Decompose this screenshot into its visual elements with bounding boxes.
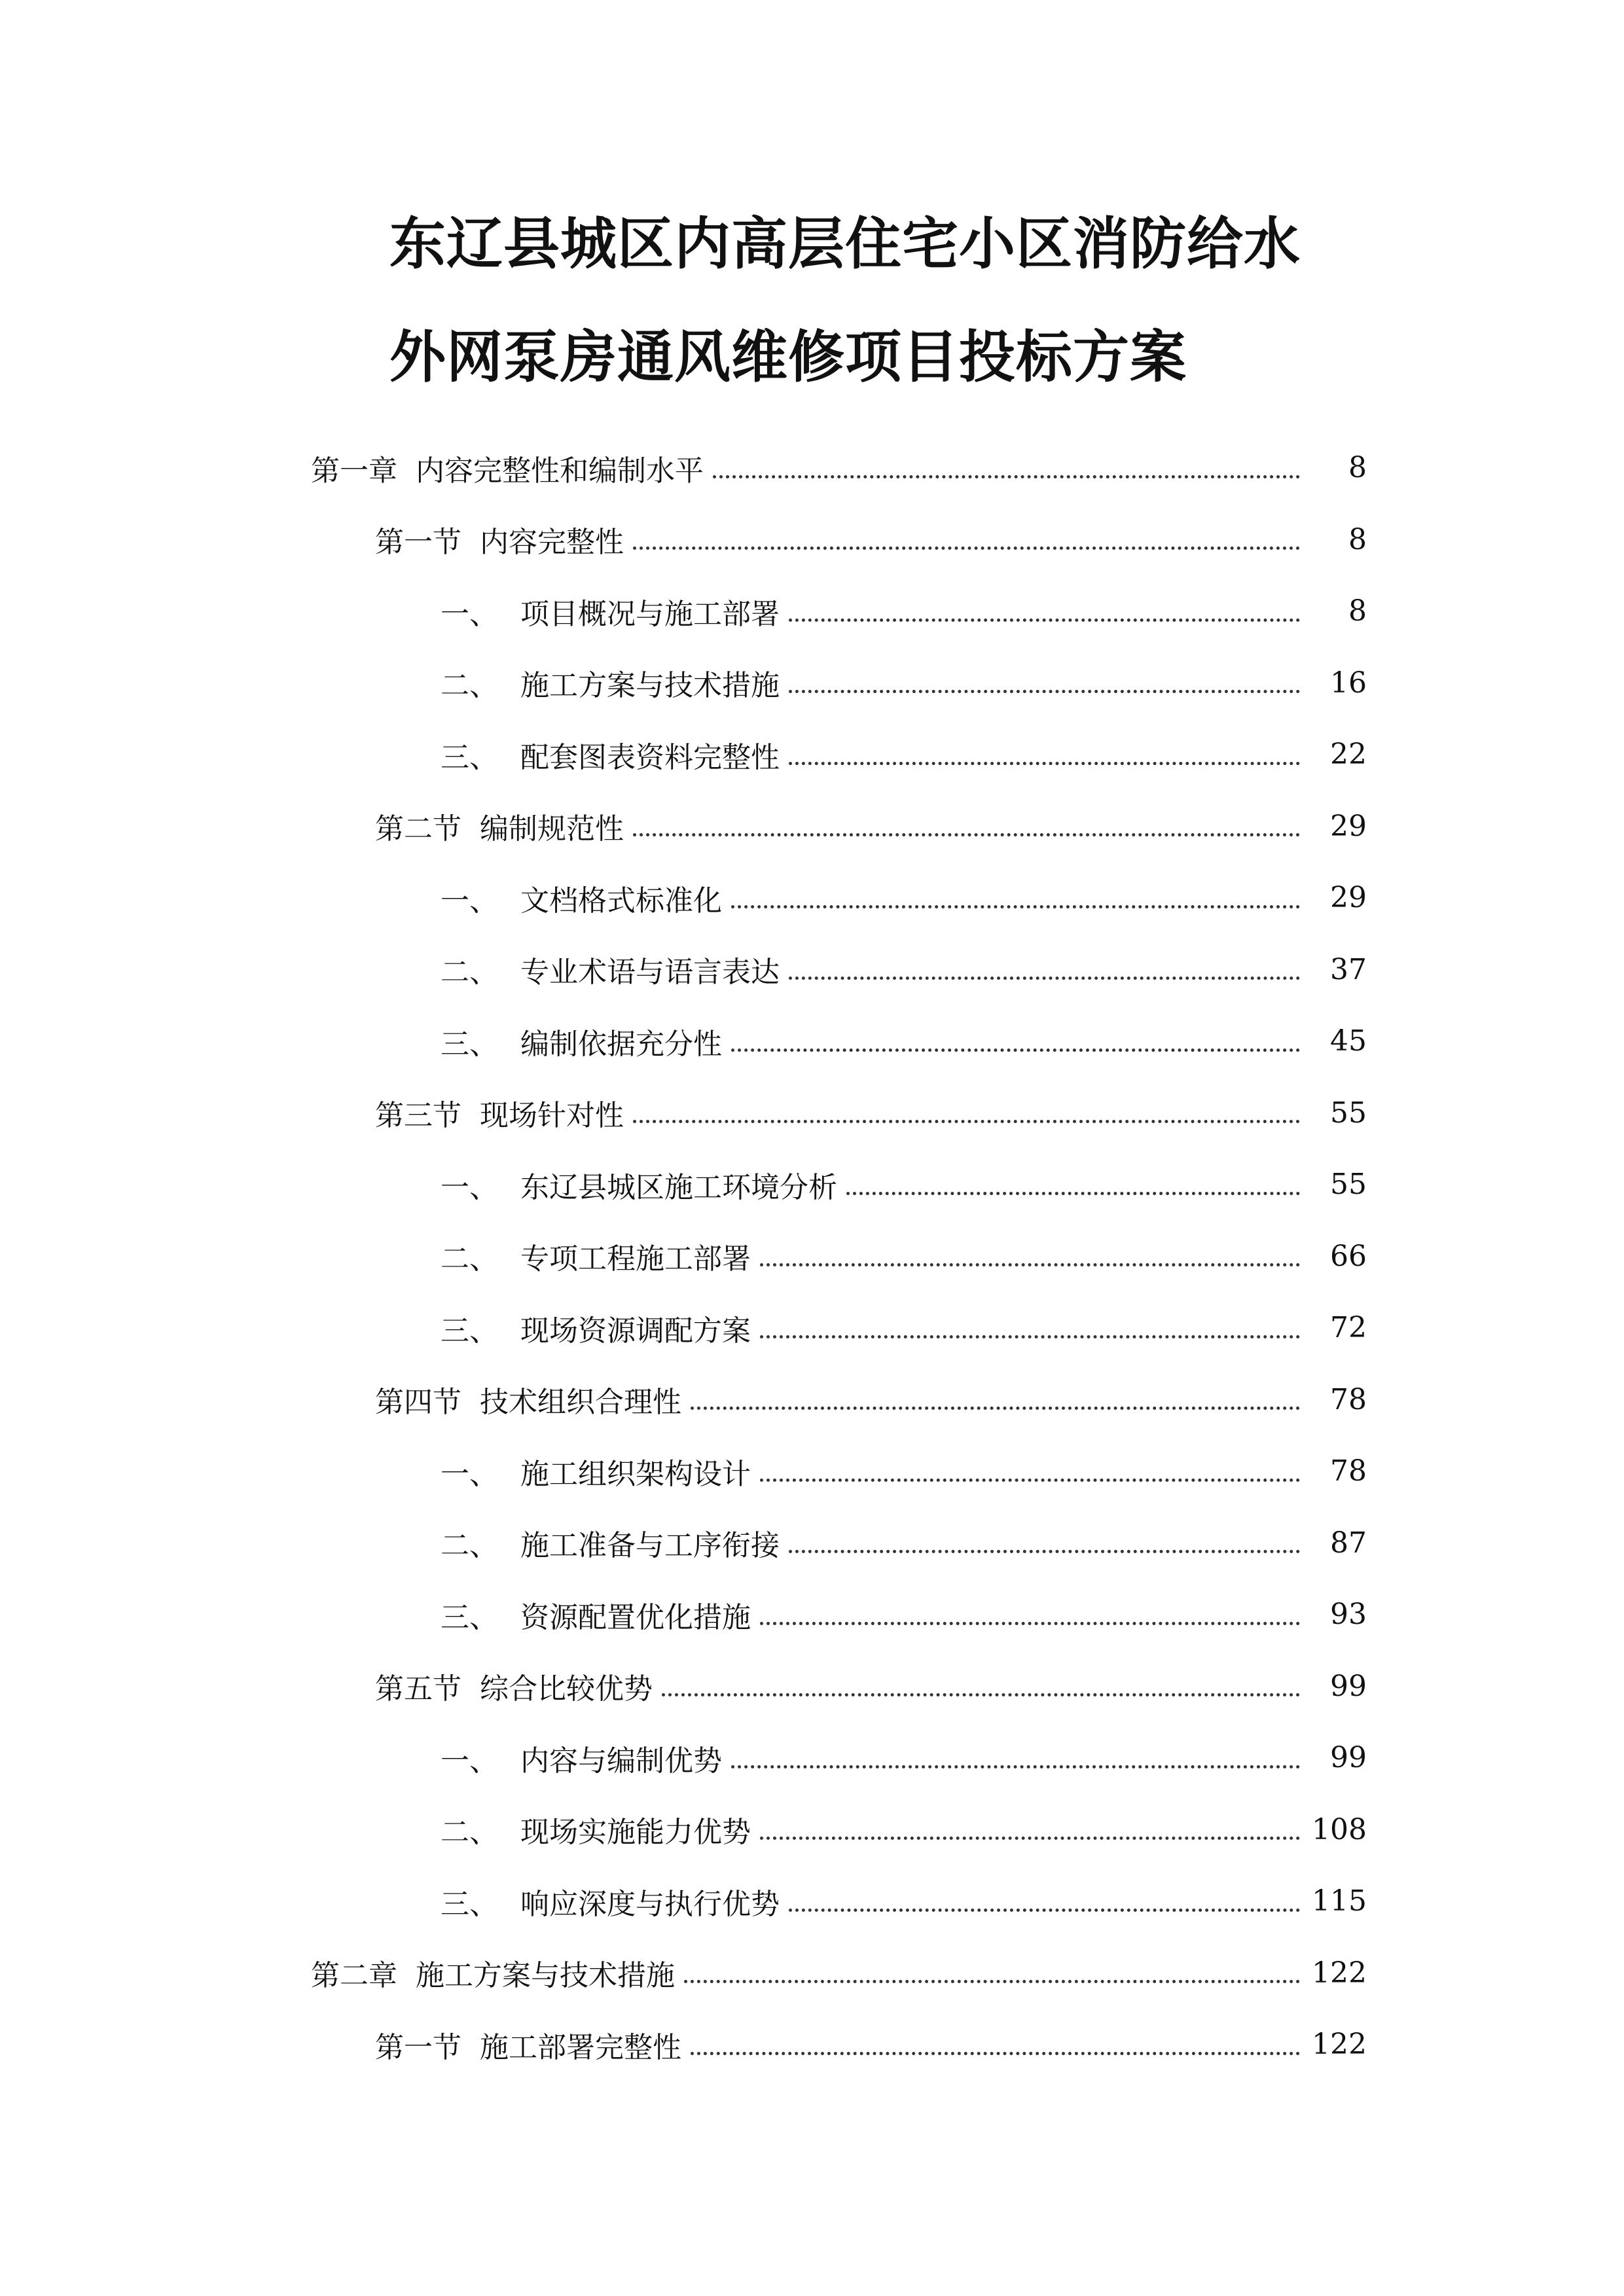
toc-entry[interactable] bbox=[0, 1364, 1624, 1436]
document-title-line-2: 外网泵房通风维修项目投标方案 bbox=[389, 325, 1187, 390]
toc-entry-page-number: 122 bbox=[1312, 2028, 1367, 2062]
toc-entry-number: 第一章 bbox=[311, 454, 397, 488]
toc-entry-page-number: 16 bbox=[1330, 666, 1367, 700]
toc-entry-page-number: 108 bbox=[1312, 1812, 1367, 1846]
toc-entry-label: 文档格式标准化 bbox=[520, 884, 722, 918]
toc-entry-page-number: 29 bbox=[1330, 881, 1367, 915]
toc-dot-leader bbox=[633, 525, 1300, 554]
toc-entry-page-number: 99 bbox=[1330, 1741, 1367, 1775]
toc-entry-number: 第一节 bbox=[375, 526, 461, 560]
toc-entry-page-number: 55 bbox=[1330, 1168, 1367, 1202]
toc-entry-page-number: 29 bbox=[1330, 809, 1367, 843]
toc-entry-label: 编制规范性 bbox=[480, 812, 624, 846]
toc-dot-leader bbox=[731, 884, 1300, 912]
toc-entry-label: 施工方案与技术措施 bbox=[520, 669, 780, 703]
toc-entry[interactable] bbox=[0, 647, 1624, 719]
toc-entry-number: 第二章 bbox=[311, 1959, 397, 1993]
toc-entry[interactable] bbox=[0, 2009, 1624, 2081]
toc-entry[interactable] bbox=[0, 1579, 1624, 1651]
toc-entry-number: 第四节 bbox=[375, 1386, 461, 1420]
toc-entry-page-number: 8 bbox=[1348, 451, 1367, 485]
toc-entry-number: 一、 bbox=[441, 1744, 498, 1778]
toc-entry-label: 现场实施能力优势 bbox=[520, 1816, 751, 1850]
toc-entry-number: 第一节 bbox=[375, 2030, 461, 2064]
toc-dot-leader bbox=[789, 1887, 1300, 1916]
toc-entry-number: 三、 bbox=[441, 1027, 498, 1061]
toc-entry[interactable] bbox=[0, 432, 1624, 504]
toc-dot-leader bbox=[760, 1815, 1300, 1844]
toc-entry[interactable] bbox=[0, 504, 1624, 576]
toc-entry-number: 二、 bbox=[441, 1529, 498, 1563]
toc-entry-number: 三、 bbox=[441, 1314, 498, 1348]
toc-entry[interactable] bbox=[0, 1507, 1624, 1579]
toc-entry-page-number: 115 bbox=[1312, 1884, 1367, 1918]
toc-entry-page-number: 93 bbox=[1330, 1598, 1367, 1632]
toc-entry-page-number: 37 bbox=[1330, 952, 1367, 986]
toc-dot-leader bbox=[713, 454, 1300, 482]
toc-entry-label: 专项工程施工部署 bbox=[520, 1242, 751, 1276]
toc-entry-page-number: 66 bbox=[1330, 1239, 1367, 1273]
toc-entry-label: 项目概况与施工部署 bbox=[520, 597, 780, 631]
toc-entry-number: 二、 bbox=[441, 1816, 498, 1850]
toc-entry-number: 二、 bbox=[441, 956, 498, 990]
toc-entry[interactable] bbox=[0, 791, 1624, 863]
toc-entry-page-number: 78 bbox=[1330, 1382, 1367, 1416]
toc-entry-label: 东辽县城区施工环境分析 bbox=[520, 1170, 837, 1204]
toc-entry-label: 配套图表资料完整性 bbox=[520, 740, 780, 774]
toc-entry-page-number: 55 bbox=[1330, 1096, 1367, 1130]
toc-entry-label: 施工部署完整性 bbox=[480, 2030, 681, 2064]
toc-entry[interactable] bbox=[0, 575, 1624, 647]
toc-entry-number: 三、 bbox=[441, 1887, 498, 1921]
toc-dot-leader bbox=[789, 955, 1300, 984]
toc-entry-label: 专业术语与语言表达 bbox=[520, 956, 780, 990]
toc-dot-leader bbox=[789, 1528, 1300, 1557]
toc-dot-leader bbox=[691, 2030, 1300, 2059]
toc-entry-label: 编制依据充分性 bbox=[520, 1027, 722, 1061]
toc-entry[interactable] bbox=[0, 719, 1624, 791]
toc-entry-number: 三、 bbox=[441, 740, 498, 774]
toc-entry-label: 内容与编制优势 bbox=[520, 1744, 722, 1778]
document-title-line-1: 东辽县城区内高层住宅小区消防给水 bbox=[389, 211, 1301, 277]
toc-dot-leader bbox=[662, 1672, 1300, 1700]
table-of-contents bbox=[0, 432, 1624, 2081]
toc-entry-label: 现场资源调配方案 bbox=[520, 1314, 751, 1348]
toc-entry-number: 第五节 bbox=[375, 1672, 461, 1706]
toc-dot-leader bbox=[760, 1242, 1300, 1270]
toc-entry-label: 综合比较优势 bbox=[480, 1672, 653, 1706]
toc-entry[interactable] bbox=[0, 1221, 1624, 1293]
toc-entry-label: 施工准备与工序衔接 bbox=[520, 1529, 780, 1563]
toc-entry-page-number: 22 bbox=[1330, 738, 1367, 772]
toc-entry-label: 现场针对性 bbox=[480, 1099, 624, 1133]
toc-entry-number: 二、 bbox=[441, 1242, 498, 1276]
toc-entry[interactable] bbox=[0, 1794, 1624, 1866]
toc-entry[interactable] bbox=[0, 1292, 1624, 1364]
toc-dot-leader bbox=[789, 597, 1300, 626]
toc-entry-label: 内容完整性 bbox=[480, 526, 624, 560]
toc-entry-label: 施工组织架构设计 bbox=[520, 1457, 751, 1491]
toc-entry[interactable] bbox=[0, 1722, 1624, 1794]
toc-entry-number: 一、 bbox=[441, 1170, 498, 1204]
toc-entry-page-number: 8 bbox=[1348, 522, 1367, 556]
toc-entry[interactable] bbox=[0, 1435, 1624, 1507]
toc-entry-page-number: 99 bbox=[1330, 1669, 1367, 1703]
toc-entry-number: 一、 bbox=[441, 884, 498, 918]
toc-entry-number: 三、 bbox=[441, 1600, 498, 1634]
toc-dot-leader bbox=[731, 1744, 1300, 1772]
toc-entry-page-number: 78 bbox=[1330, 1454, 1367, 1488]
toc-entry-number: 第二节 bbox=[375, 812, 461, 846]
toc-entry-page-number: 8 bbox=[1348, 594, 1367, 628]
toc-entry-number: 二、 bbox=[441, 669, 498, 703]
toc-entry-page-number: 72 bbox=[1330, 1311, 1367, 1345]
toc-dot-leader bbox=[760, 1314, 1300, 1342]
toc-entry-page-number: 45 bbox=[1330, 1024, 1367, 1058]
toc-entry[interactable] bbox=[0, 862, 1624, 934]
toc-entry-page-number: 122 bbox=[1312, 1956, 1367, 1990]
toc-dot-leader bbox=[633, 1098, 1300, 1127]
toc-entry-label: 资源配置优化措施 bbox=[520, 1600, 751, 1634]
toc-dot-leader bbox=[760, 1457, 1300, 1486]
toc-entry[interactable] bbox=[0, 1937, 1624, 2009]
toc-entry-label: 内容完整性和编制水平 bbox=[416, 454, 704, 488]
toc-dot-leader bbox=[684, 1958, 1300, 1987]
toc-dot-leader bbox=[691, 1385, 1300, 1414]
toc-entry[interactable] bbox=[0, 934, 1624, 1006]
toc-dot-leader bbox=[789, 740, 1300, 769]
toc-entry-page-number: 87 bbox=[1330, 1526, 1367, 1560]
toc-entry-label: 响应深度与执行优势 bbox=[520, 1887, 780, 1921]
toc-entry-number: 一、 bbox=[441, 1457, 498, 1491]
toc-dot-leader bbox=[633, 812, 1300, 840]
toc-entry-number: 第三节 bbox=[375, 1099, 461, 1133]
toc-entry[interactable] bbox=[0, 1077, 1624, 1149]
toc-entry[interactable] bbox=[0, 1149, 1624, 1221]
toc-entry[interactable] bbox=[0, 1651, 1624, 1723]
toc-entry[interactable] bbox=[0, 1005, 1624, 1077]
toc-dot-leader bbox=[731, 1027, 1300, 1056]
toc-entry-label: 施工方案与技术措施 bbox=[416, 1959, 675, 1993]
toc-dot-leader bbox=[846, 1170, 1300, 1199]
toc-entry[interactable] bbox=[0, 1865, 1624, 1937]
toc-dot-leader bbox=[789, 668, 1300, 697]
toc-entry-number: 一、 bbox=[441, 597, 498, 631]
toc-entry-label: 技术组织合理性 bbox=[480, 1386, 681, 1420]
toc-dot-leader bbox=[760, 1600, 1300, 1629]
